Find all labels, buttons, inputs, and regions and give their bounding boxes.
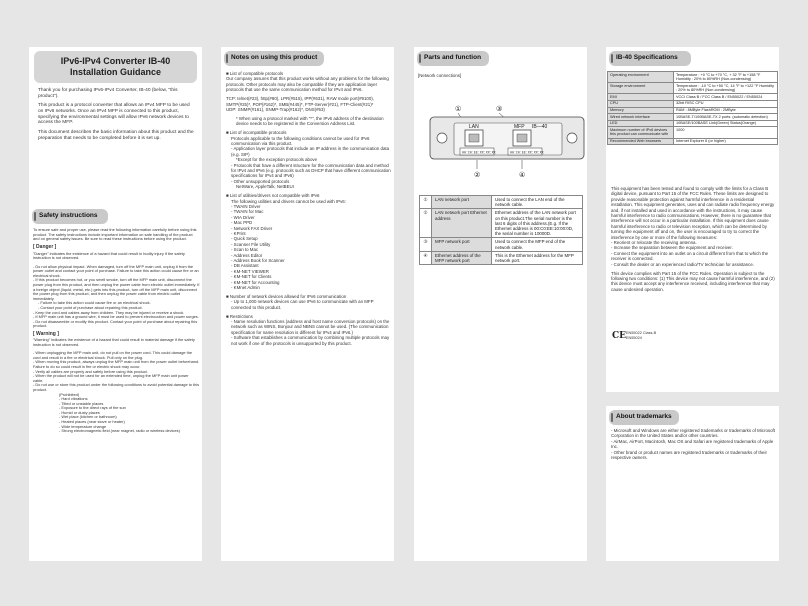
- utility-item: - TWAIN for Mac: [231, 209, 264, 215]
- utility-item: - KMnet Admin: [231, 285, 260, 291]
- warning-item: - When moving this product, always unplug the MFP main unit from the power outlet beforehand. Failure to do so could result in fire or electric shock may occur.: [33, 359, 200, 369]
- trademark-item: - AirMac, AirPort, Macintosh, Mac OS and Safari are registered trademarks of Apple Inc.: [611, 438, 774, 450]
- utility-item: - Network FAX Driver: [231, 225, 273, 231]
- callout-2: ②: [474, 171, 481, 179]
- panel-trademarks: [606, 406, 779, 561]
- callout-4: ④: [519, 171, 526, 179]
- spec-key: Storage environment: [608, 83, 674, 94]
- udp-list: UDP: SNMP(#161), SNMP-Trap(#162)*, DNS(#53): [226, 106, 325, 112]
- incompat-item: - Other unsupported protocols: [231, 178, 290, 184]
- utility-item: - KM-NET VIEWER: [231, 268, 269, 274]
- mac-label-lan: 00:C0:EE:XX:XX:XX: [462, 150, 496, 155]
- restrict-item: - Software that establishes a communication by combining multiple protocols may not work if one of the protocols is unsupported by this product.: [231, 335, 390, 346]
- lan-label: LAN: [469, 124, 479, 130]
- danger-sub: - Failure to take this action could cause fire or an electrical shock.: [38, 300, 151, 306]
- count-title-text: Number of network devices allowed for IPv6 communication: [229, 293, 347, 299]
- danger-item: - Keep the cord and cables away from children. They may be injured or receive a shock.: [33, 309, 185, 315]
- danger-sub: - Contact your point of purchase about repairing this product.: [38, 304, 143, 310]
- parts-row: [420, 196, 583, 209]
- incompat-item: *Except for the exception protocols above: [236, 157, 318, 163]
- fcc-item: - Connect the equipment into an outlet on a circuit different from that to which the receiver is connected.: [611, 250, 769, 262]
- ce-text-2: EN55024: [626, 335, 642, 340]
- warning-title: [ Warning ]: [33, 330, 59, 337]
- utility-item: - KM-NET for Accounting: [231, 279, 280, 285]
- spec-row: [608, 107, 778, 114]
- spec-key: Operating environment: [608, 72, 674, 83]
- prohibited-item: - Wet place (kitchen or bathroom): [59, 414, 117, 420]
- spec-key: EMI: [608, 94, 674, 101]
- compat-title-text: List of compatible protocols: [229, 71, 284, 76]
- danger-def: "Danger" indicates the existence of a hazard that could result in bodily injury if the safety instruction is not observed.: [33, 250, 185, 261]
- danger-item: - If MFP main unit has a ground wire, it must be used to prevent electrocution and power surges.: [33, 314, 199, 320]
- utilities-title: ■ List of utilities/drivers not compatible with IPv6: [226, 193, 320, 199]
- doc-title-line1: IPv6-IPv4 Converter IB-40: [60, 56, 171, 66]
- warning-item: - Verify all cables are properly and safely before using this product.: [33, 368, 148, 374]
- parts-row: [420, 209, 583, 238]
- intro-p1: Thank you for purchasing IPv6-IPv4 Converter, IB-40 (below, "this product").: [38, 88, 178, 99]
- title-box: [34, 51, 197, 83]
- utility-item: - Quick Setup: [231, 236, 258, 242]
- utility-item: - Mac PPD: [231, 220, 253, 226]
- restrict-title-text: Restrictions: [229, 313, 253, 319]
- spec-value: 10BASE-T/100BASE-TX 2 ports. (automatic detection): [674, 114, 778, 121]
- parts-heading: [417, 51, 489, 66]
- row-num: ①: [420, 196, 432, 209]
- spec-value: Temperature : -10 °C to +50 °C, 14 °F to +122 °F Humidity : 20% to 80%RH (Non-condensing): [674, 83, 778, 94]
- danger-title: [ Danger ]: [33, 244, 57, 251]
- doc-title-line2: Installation Guidance: [69, 67, 161, 77]
- prohibited-item: - Tilted or unstable places: [59, 400, 104, 406]
- trademarks-text: [611, 428, 776, 460]
- network-connections-label: [Network connections]: [418, 73, 462, 78]
- incompat-text: Protocols applicable to the following conditions cannot be used for IPv6 communication via this product.: [231, 135, 370, 146]
- utility-item: - Address Book for Scanner: [231, 258, 285, 263]
- parts-row: [420, 251, 583, 264]
- danger-item: - Do not allow physical impact. When damaged, turn off the MFP main unit, unplug it from the power outlet and contact your point of purchase. Failure to take this action could cause fire or an electrical shock.: [33, 263, 199, 278]
- utility-item: - Scan to Mac: [231, 247, 259, 253]
- danger-item: - Do not disassemble or modify this product. Contact your point of purchase about repairing this product.: [33, 318, 198, 329]
- prohibited-item: - Wide temperature change: [59, 423, 107, 429]
- spec-row: [608, 72, 778, 83]
- compat-text: Our company assures that this product works without any problems for the following protocols. Other protocols may also be compatible if they are application layer protocols that use the same communication method for IPv4 and IPv6.: [226, 76, 389, 93]
- spec-row: [608, 120, 778, 127]
- prohibited-item: - Hard vibrations: [59, 396, 88, 402]
- trademark-item: - Microsoft and Windows are either registered trademarks or trademarks of Microsoft Corporation in the United States and/or other countries.: [611, 428, 775, 439]
- row-desc: Ethernet address of the LAN network port on this product.The serial number is the last 6 digits of this address.(E.g. If the Ethernet address is 00:C0:EE:10:00:0D, the serial number is 10000D.: [492, 209, 583, 238]
- incompat-item: - Protocols that have a different structure for the communication data and method for IPv4 and IPv6 (e.g. protocols such as DHCP that have different communication specifications for IPv4 and IPv6): [231, 162, 391, 179]
- prohibited-item: - Humid or dusty places: [59, 409, 100, 415]
- spec-row: [608, 100, 778, 107]
- fcc-paragraph-1: This equipment has been tested and found to comply with the limits for a Class B digital device, pursuant to Part 15 of the FCC Rules. These limits are designed to provide reasonable protection against harmful interference in a residential installation. This equipment generates, uses and can radiate radio frequency energy and, if not installed and used in accordance with the instructions, it may cause harmful interference to radio communications. However, there is no guarantee that interference will not occur in a particular installation. If this equipment does cause harmful interference to radio or television reception, which can be determined by turning the equipment off and on, the user is encouraged to try to correct the interference by one or more of the following measures:: [611, 186, 775, 240]
- ce-text-1: EN55022 Class-B: [626, 331, 657, 335]
- spec-key: CPU: [608, 100, 674, 107]
- spec-row: [608, 127, 778, 138]
- panel-specs: [606, 47, 779, 392]
- utility-item: - TWAIN Driver: [231, 203, 261, 209]
- spec-value: Temperature : +0 °C to +70 °C, + 32 °F to +158 °F Humidity : 20% to 80%RH (Non-condensing): [674, 72, 778, 83]
- spec-key: LED: [608, 120, 674, 127]
- spec-key: Recommended Web browsers: [608, 138, 674, 145]
- row-name: MFP network port: [432, 238, 492, 251]
- model-label: IB—40: [532, 124, 548, 130]
- prohibited-label: (Prohibited): [59, 391, 80, 397]
- spec-row: [608, 94, 778, 101]
- asterisk-note: * When using a protocol marked with "*", the IPv6 address of the destination device needs to be registered in the Conversion Address List.: [236, 115, 384, 127]
- notes-heading: [224, 51, 324, 66]
- specs-heading: [609, 51, 691, 66]
- tcp-list: TCP: telnet(#23), http(#80), LPR(#515), IPP(#631), RAW mode port(#9100), SMTP(#25)*, POP(#162)*, SMB(#445)*, FTP-Server(#21), FTP-Client(#21)*: [226, 96, 374, 107]
- compat-title: ■ List of compatible protocols: [226, 71, 284, 76]
- safety-text: [33, 228, 200, 434]
- utility-item: - WIA Driver: [231, 214, 255, 220]
- spec-key: Maximum number of IPv6 devices this product can communicate with: [608, 127, 674, 138]
- incompat-title: ■ List of incompatible protocols: [226, 130, 287, 136]
- ce-mark: CE: [612, 331, 627, 341]
- fcc-paragraph-2: This device complies with Part 15 of the FCC Rules. Operation is subject to the following two conditions: (1) This device may not cause harmful interference, and (2) this device must accept any interference received, including interference that may cause undesired operation.: [611, 270, 775, 292]
- parts-table: [419, 195, 583, 265]
- intro-p2: This product is a protocol converter that allows an IPv4 MFP to be used on IPv6 networks. Once an IPv4 MFP is connected to this product, specifying the environmental settings will allow IPv6 network devices to access the MFP.: [38, 103, 190, 126]
- spec-value: RAM : 8MByte FlashROM : 2MByte: [674, 107, 778, 114]
- utility-item: - Address Editor: [231, 252, 263, 258]
- ce-text: [626, 331, 656, 340]
- utility-item: - Scanner File Utility: [231, 241, 271, 247]
- device-diagram: [414, 83, 587, 183]
- spec-value: 1000: [674, 127, 778, 138]
- spec-key: Memory: [608, 107, 674, 114]
- utilities-title-text: List of utilities/drivers not compatible with IPv6: [229, 193, 320, 199]
- count-title: ■ Number of network devices allowed for IPv6 communication: [226, 293, 347, 299]
- utilities-text: The following utilities and drivers cannot be used with IPv6:: [231, 198, 346, 204]
- row-name: LAN network port Ethernet address: [432, 209, 492, 238]
- intro-p3: This document describes the basic information about this product and the preparation that needs to be completed before it is set up.: [38, 129, 194, 141]
- parts-row: [420, 238, 583, 251]
- restrict-item: - Name resolution functions (address and host name conversion protocols) on the network such as WINS, Bonjour and NBNS cannot be used. (The communication specification for name resolution is different for IPv4 and IPv6.): [231, 319, 390, 335]
- mac-label-mfp: 00:C0:EE:XX:XX:XX: [510, 150, 544, 155]
- prohibited-item: - Strong electromagnetic field (near magnet, radio or wireless devices): [59, 428, 180, 434]
- specs-table: [607, 71, 778, 145]
- danger-item: - If this product becomes hot, or you smell smoke, turn off the MFP main unit, disconnect the power plug from this product, and then unplug the power cable from electric outlet immediately. If a foreign object (liquid, metal, etc.) gets into this product, turn off the MFP main unit, disconnect the power plug from this product, and then unplug the power cable from electric outlet immediately.: [33, 277, 200, 301]
- panel-intro: [29, 47, 202, 561]
- restrict-title: ■ Restrictions: [226, 313, 253, 319]
- utility-item: - KPrint: [231, 230, 246, 236]
- panel-parts: [414, 47, 587, 561]
- row-num: ②: [420, 209, 432, 238]
- count-text: - Up to 1,000 network devices can use IPv6 to communicate with an MFP connected to this product.: [231, 299, 374, 310]
- callout-3: ③: [496, 105, 503, 113]
- safety-heading-text: Safety instructions: [39, 212, 98, 219]
- row-num: ③: [420, 238, 432, 251]
- utility-item: - KM-NET for Clients: [231, 274, 272, 280]
- spec-row: [608, 114, 778, 121]
- spec-value: 10BASE/100BASE Link(Green) Status(Orange): [674, 120, 778, 127]
- warning-item: - Do not use or store this product under the following conditions to avoid potential damage to this product.: [33, 382, 200, 392]
- spec-row: [608, 138, 778, 145]
- parts-heading-text: Parts and function: [424, 54, 482, 61]
- row-name: LAN network port: [432, 196, 492, 209]
- prohibited-item: - Heated places (near stove or heater): [59, 419, 125, 425]
- notes-text: [226, 71, 391, 346]
- incompat-item: NetWare, AppleTalk, NetBEUI: [236, 184, 294, 190]
- trademarks-heading: [609, 410, 679, 425]
- spec-row: [608, 83, 778, 94]
- notes-heading-text: Notes on using this product: [231, 54, 318, 61]
- spec-value: 32bit RISC CPU: [674, 100, 778, 107]
- spec-key: Wired network interface: [608, 114, 674, 121]
- callout-1: ①: [455, 105, 462, 113]
- row-num: ④: [420, 251, 432, 264]
- safety-heading: [32, 209, 108, 224]
- warning-def: "Warning" indicates the existence of a hazard that could result in material damage if the safety instruction is not observed.: [33, 337, 195, 348]
- warning-item: - When unplugging the MFP main unit, do not pull on the power cord. This could damage the cord and result in a fire or electrical shock. Pull only on the plug.: [33, 350, 193, 360]
- utility-item: - DB Assistant: [231, 263, 259, 269]
- trademarks-heading-text: About trademarks: [616, 413, 672, 420]
- trademark-item: - Other brand or product names are registered trademarks or trademarks of their respective owners.: [611, 449, 767, 461]
- mfp-label: MFP: [514, 124, 525, 130]
- panel-notes: [221, 47, 394, 561]
- fcc-item: - Reorient or relocate the receiving antenna.: [611, 240, 697, 246]
- row-desc: Used to connect the MFP end of the network cable.: [492, 238, 583, 251]
- fcc-item: - Consult the dealer or an experienced radio/TV technician for assistance.: [611, 261, 755, 267]
- fcc-text: [611, 186, 776, 296]
- row-desc: Used to connect the LAN end of the network cable.: [492, 196, 583, 209]
- safety-intro: To ensure safe and proper use, please read the following information carefully before using this product. The safety instructions include important information on safe handling of the product and on general safety issues. Be sure to read these instructions before using the product.: [33, 227, 197, 242]
- spec-value: VCCI Class B / FCC Class B / EN55022 / EN55024: [674, 94, 778, 101]
- fcc-item: - Increase the separation between the equipment and receiver.: [611, 245, 733, 251]
- specs-heading-text: IB-40 Specifications: [616, 54, 678, 61]
- row-desc: This is the Ethernet address for the MFP network port.: [492, 251, 583, 264]
- prohibited-item: - Exposure to the direct rays of the sun: [59, 405, 126, 411]
- incompat-item: - Application layer protocols that include an IP address in the communication data (e.g. SIP): [231, 146, 390, 157]
- intro-text: [38, 88, 196, 145]
- warning-item: - When the product will not be used for an extended time, unplug the MFP main unit power cable.: [33, 373, 189, 383]
- incompat-title-text: List of incompatible protocols: [229, 130, 287, 136]
- row-name: Ethernet address of the MFP network port: [432, 251, 492, 264]
- spec-value: Internet Explorer 6 (or higher): [674, 138, 778, 145]
